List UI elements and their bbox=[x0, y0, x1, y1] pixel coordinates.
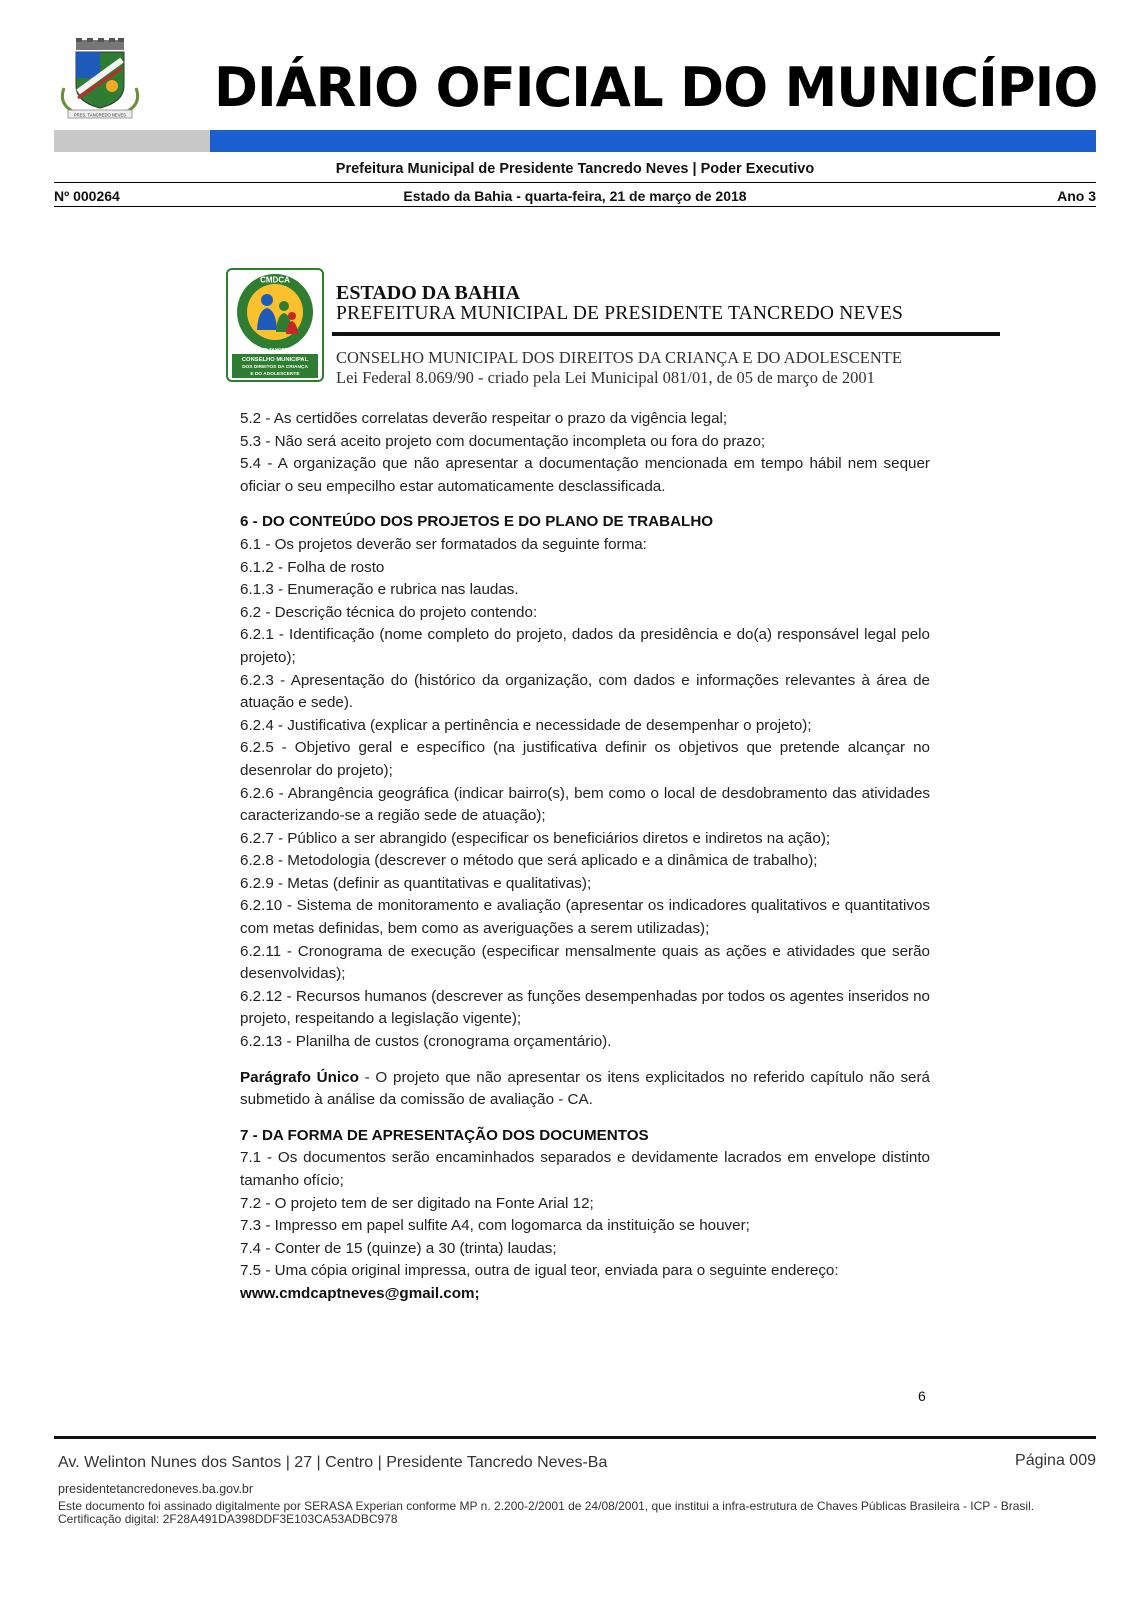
footer-address: Av. Welinton Nunes dos Santos | 27 | Centro | Presidente Tancredo Neves-Ba bbox=[58, 1454, 608, 1471]
clause-6-1: 6.1 - Os projetos deverão ser formatados da seguinte forma: bbox=[240, 535, 647, 553]
header-divider-top bbox=[54, 182, 1096, 183]
edition-date: Estado da Bahia - quarta-feira, 21 de março de 2018 bbox=[403, 188, 747, 204]
clause-6-2-1: 6.2.1 - Identificação (nome completo do projeto, dados da presidência e do(a) responsável legal pelo projeto); bbox=[240, 626, 930, 666]
letterhead-prefecture: PREFEITURA MUNICIPAL DE PRESIDENTE TANCREDO NEVES bbox=[336, 303, 904, 324]
footer-certificate-note: Este documento foi assinado digitalmente por SERASA Experian conforme MP n. 2.200-2/2001 de 24/08/2001, que institui a infra-estrutura de Chaves Públicas Brasileira - ICP - Brasil. Certificação digital: 2F28A491DA398DDF3E103CA53ADBC978 bbox=[58, 1499, 1035, 1526]
masthead-blue-bar bbox=[210, 130, 1096, 152]
cmdca-seal-logo bbox=[226, 268, 324, 382]
clause-6-2-9: 6.2.9 - Metas (definir as quantitativas e qualitativas); bbox=[240, 874, 592, 892]
clause-6-2-13: 6.2.13 - Planilha de custos (cronograma orçamentário). bbox=[240, 1033, 612, 1051]
clause-6-2-5: 6.2.5 - Objetivo geral e específico (na justificativa definir os objetivos que pretende alcançar no desenrolar do projeto); bbox=[240, 739, 930, 779]
clause-5-2: 5.2 - As certidões correlatas deverão respeitar o prazo da vigência legal; bbox=[240, 410, 728, 427]
section-7-heading: 7 - DA FORMA DE APRESENTAÇÃO DOS DOCUMENTOS bbox=[240, 1126, 649, 1144]
seal-ring-text: PRESIDENTE TANCREDO NEVES bbox=[238, 347, 312, 352]
single-paragraph bbox=[240, 1067, 930, 1112]
clause-6-1-2: 6.1.2 - Folha de rosto bbox=[240, 558, 385, 576]
crest-ribbon-text: PRES. TANCREDO NEVES bbox=[73, 112, 127, 118]
inner-page-number: 6 bbox=[918, 1388, 926, 1404]
document-body bbox=[240, 408, 930, 1306]
publisher-line: Prefeitura Municipal de Presidente Tancredo Neves | Poder Executivo bbox=[335, 161, 815, 177]
clause-6-2-8: 6.2.8 - Metodologia (descrever o método que será aplicado e a dinâmica de trabalho); bbox=[240, 852, 818, 870]
clause-6-2-3: 6.2.3 - Apresentação do (histórico da organização, com dados e informações relevantes à área de atuação e sede). bbox=[240, 671, 930, 712]
contact-email[interactable] bbox=[240, 1283, 930, 1306]
clause-7-4: 7.4 - Conter de 15 (quinze) a 30 (trinta) laudas; bbox=[240, 1239, 557, 1257]
clause-7-1: 7.1 - Os documentos serão encaminhados separados e devidamente lacrados em envelope distinto tamanho ofício; bbox=[240, 1149, 930, 1189]
footer-page-number: Página 009 bbox=[1015, 1452, 1096, 1469]
clause-7-2: 7.2 - O projeto tem de ser digitado na Fonte Arial 12; bbox=[240, 1194, 594, 1212]
clause-6-2-7: 6.2.7 - Público a ser abrangido (especificar os beneficiários diretos e indiretos na ação); bbox=[240, 829, 831, 847]
letterhead-state: ESTADO DA BAHIA bbox=[336, 282, 521, 304]
masthead-gray-bar bbox=[54, 130, 210, 152]
clause-6-2-10: 6.2.10 - Sistema de monitoramento e avaliação (apresentar os indicadores qualitativos e quantitativos com metas definidas, bem como as averiguações a serem utilizadas); bbox=[240, 897, 930, 938]
letterhead-rule bbox=[332, 332, 1000, 336]
single-paragraph-text: - O projeto que não apresentar os itens explicitados no referido capítulo não será submetido à análise da comissão de avaliação - CA. bbox=[240, 1068, 930, 1109]
header-divider-bottom bbox=[54, 206, 1096, 207]
edition-year: Ano 3 bbox=[1057, 188, 1096, 204]
clause-7-5: 7.5 - Uma cópia original impressa, outra de igual teor, enviada para o seguinte endereço: bbox=[240, 1262, 839, 1280]
municipal-crest-logo bbox=[54, 38, 146, 122]
seal-caption-3: E DO ADOLESCENTE bbox=[250, 372, 300, 377]
seal-acronym: CMDCA bbox=[260, 275, 290, 285]
clause-6-2-12: 6.2.12 - Recursos humanos (descrever as funções desempenhadas por todos os agentes inseridos no projeto, respeitando a legislação vigente); bbox=[240, 987, 930, 1028]
masthead-title: DIÁRIO OFICIAL DO MUNICÍPIO bbox=[214, 56, 1098, 119]
clause-6-2-6: 6.2.6 - Abrangência geográfica (indicar bairro(s), bem como o local de desdobramento das atividades caracterizando-se a região sede de atuação); bbox=[240, 784, 930, 825]
clause-6-2-11: 6.2.11 - Cronograma de execução (especificar mensalmente quais as ações e atividades que serão desenvolvidas); bbox=[240, 942, 930, 983]
letterhead-council: CONSELHO MUNICIPAL DOS DIREITOS DA CRIANÇA E DO ADOLESCENTE bbox=[336, 348, 902, 367]
edition-number: Nº 000264 bbox=[54, 188, 120, 204]
letterhead-law: Lei Federal 8.069/90 - criado pela Lei Municipal 081/01, de 05 de março de 2001 bbox=[336, 368, 875, 387]
section-6-heading: 6 - DO CONTEÚDO DOS PROJETOS E DO PLANO DE TRABALHO bbox=[240, 513, 714, 531]
footer-website-link[interactable]: presidentetancredoneves.ba.gov.br bbox=[58, 1482, 254, 1496]
contact-email-text[interactable]: www.cmdcaptneves@gmail.com; bbox=[240, 1284, 480, 1302]
clause-5-4: 5.4 - A organização que não apresentar a documentação mencionada em tempo hábil nem sequer oficiar o seu empecilho estar automaticamente desclassificada. bbox=[240, 455, 930, 495]
seal-caption-1: CONSELHO MUNICIPAL bbox=[241, 357, 309, 363]
clause-6-1-3: 6.1.3 - Enumeração e rubrica nas laudas. bbox=[240, 581, 519, 599]
footer-rule bbox=[54, 1436, 1096, 1439]
clause-6-2: 6.2 - Descrição técnica do projeto contendo: bbox=[240, 603, 538, 621]
seal-caption-2: DOS DIREITOS DA CRIANÇA bbox=[242, 365, 308, 370]
clause-6-2-4: 6.2.4 - Justificativa (explicar a pertinência e necessidade de desempenhar o projeto); bbox=[240, 716, 812, 734]
clause-5-3: 5.3 - Não será aceito projeto com documentação incompleta ou fora do prazo; bbox=[240, 432, 766, 450]
clause-7-3: 7.3 - Impresso em papel sulfite A4, com logomarca da instituição se houver; bbox=[240, 1217, 750, 1235]
single-paragraph-label: Parágrafo Único bbox=[240, 1068, 359, 1086]
